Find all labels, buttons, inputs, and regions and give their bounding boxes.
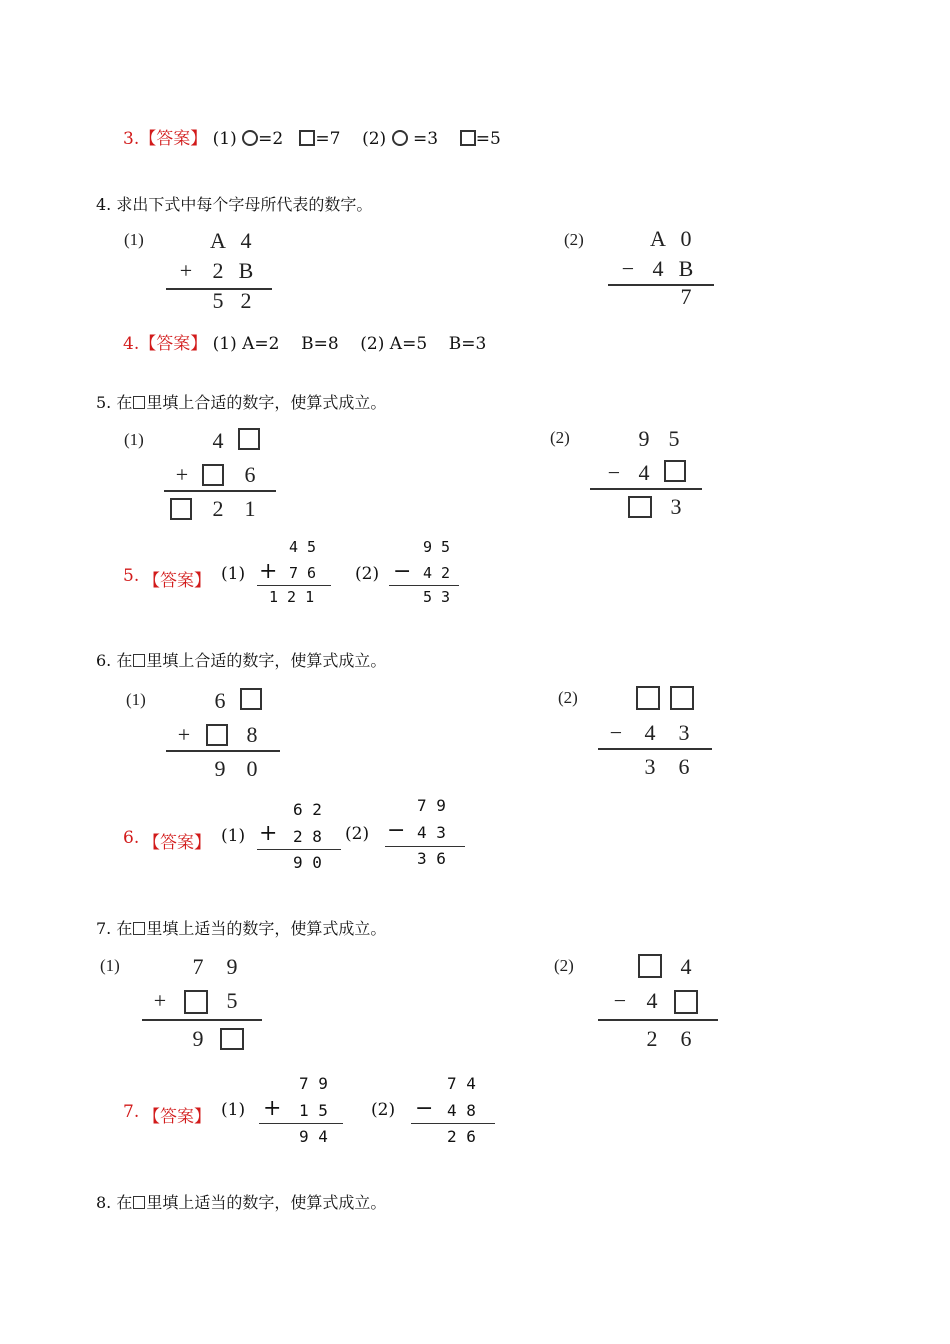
part-label: (2) [554,956,574,975]
answer-row: 7 9 [417,796,446,815]
answer-row: 6 2 [293,800,322,819]
digit: 2 [646,1026,658,1051]
part-label: (2) [371,1100,396,1120]
digit: 2 [240,288,252,313]
answer-number: 4. [123,334,140,354]
q5-problem-2 [546,424,716,524]
digit: 6 [678,754,690,779]
q7-problem-1 [98,952,278,1056]
digit: 4 [240,228,252,253]
blank-box[interactable] [664,460,686,482]
minus-sign: − [393,559,412,584]
digit: 3 [678,720,690,745]
digit: B [678,256,694,281]
part-label: (1) [212,129,237,149]
blank-box-icon [133,396,145,409]
q6-problem-1 [122,684,292,784]
answer-tag: 【答案】 [143,571,211,591]
answer-value: A=5 [389,334,428,354]
answer-number: 6. [123,828,140,848]
sum-line [257,849,341,850]
part-label: (1) [100,956,120,975]
answer-value: A=2 [242,334,280,354]
answer-row: 9 5 [423,538,451,556]
digit: 6 [680,1026,692,1051]
blank-box[interactable] [206,724,228,746]
digit: 9 [214,756,226,781]
digit: 5 [226,988,238,1013]
answer-row: 4 3 [417,823,446,842]
digit: 4 [652,256,664,281]
part-label: (2) [550,428,570,447]
question-text: 在 [116,1193,133,1212]
answer-7 [123,1072,503,1154]
circle-value: =3 [413,129,439,149]
digit: 4 [646,988,658,1013]
plus-sign: + [177,722,191,747]
part-label: (1) [221,564,246,584]
blank-box[interactable] [240,688,262,710]
minus-sign: − [621,256,635,281]
digit: B [238,258,254,283]
q6-problem-2 [554,684,724,784]
answer-value: B=3 [448,334,487,354]
digit: 4 [638,460,650,485]
blank-box[interactable] [638,954,662,978]
question-number: 8. [96,1193,112,1212]
question-text: 里填上合适的数字，使算式成立。 [146,393,387,412]
q7-problem-2 [552,952,732,1056]
difference-line [411,1123,495,1124]
answer-tag: 【答案】 [143,1107,211,1127]
sum-line [164,490,276,492]
blank-box[interactable] [170,498,192,520]
digit: 6 [244,462,256,487]
answer-tag: 【答案】 [139,334,208,354]
difference-line [590,488,702,490]
answer-row: 4 5 [289,538,317,556]
digit: 2 [212,258,224,283]
q5-problem-1 [120,424,290,524]
blank-box-icon [133,922,145,935]
question-text: 在 [116,919,133,938]
answer-row: 9 0 [293,853,322,872]
blank-box[interactable] [636,686,660,710]
blank-box-icon [133,654,145,667]
part-label: (2) [558,688,578,707]
digit: 9 [638,426,650,451]
answer-row: 4 2 [423,564,451,582]
answer-row: 4 8 [447,1101,476,1120]
digit: 4 [680,954,692,979]
question-8 [96,1190,386,1213]
digit: A [210,228,226,253]
part-label: (2) [360,334,385,354]
plus-sign: + [263,1096,282,1121]
digit: 2 [212,496,224,521]
answer-row: 7 6 [289,564,317,582]
digit: 3 [670,494,682,519]
answer-tag: 【答案】 [139,129,208,149]
blank-box[interactable] [628,496,652,518]
q4-problem-1 [120,226,290,318]
difference-line [598,1019,718,1021]
digit: 9 [226,954,238,979]
part-label: (2) [564,230,584,249]
answer-row: 9 4 [299,1127,328,1146]
answer-number: 3. [123,129,140,149]
part-label: (1) [212,334,237,354]
part-label: (1) [124,430,144,449]
answer-row: 5 3 [423,588,451,606]
minus-sign: − [415,1096,434,1121]
answer-row: 2 8 [293,827,322,846]
square-value: =5 [475,129,501,149]
question-text: 里填上合适的数字，使算式成立。 [146,651,387,670]
question-text: 求出下式中每个字母所代表的数字。 [116,195,373,214]
difference-line [608,284,714,286]
digit: 6 [214,688,226,713]
question-number: 6. [96,651,112,670]
plus-sign: + [179,258,193,283]
answer-row: 3 6 [417,849,446,868]
sum-line [259,1123,343,1124]
plus-sign: + [175,462,189,487]
part-label: (1) [126,690,146,709]
digit: 5 [212,288,224,313]
difference-line [389,585,459,586]
part-label: (1) [221,826,246,846]
minus-sign: − [387,818,406,843]
minus-sign: − [613,988,627,1013]
question-7 [96,916,386,939]
blank-box[interactable] [238,428,260,450]
part-label: (1) [221,1100,246,1120]
digit: A [650,226,666,251]
question-text: 在 [116,651,133,670]
question-number: 7. [96,919,112,938]
digit: 9 [192,1026,204,1051]
digit: 4 [644,720,656,745]
answer-value: B=8 [301,334,339,354]
square-icon [299,130,315,146]
plus-sign: + [153,988,167,1013]
digit: 4 [212,428,224,453]
digit: 0 [246,756,258,781]
difference-line [385,846,465,847]
answer-row: 7 4 [447,1074,476,1093]
answer-number: 7. [123,1102,140,1122]
sum-line [142,1019,262,1021]
blank-box[interactable] [220,1028,244,1050]
digit: 3 [644,754,656,779]
blank-box[interactable] [674,990,698,1014]
digit: 8 [246,722,258,747]
digit: 1 [244,496,256,521]
answer-row: 7 9 [299,1074,328,1093]
blank-box[interactable] [184,990,208,1014]
sum-line [166,750,280,752]
digit: 5 [668,426,680,451]
q4-problem-2 [560,224,730,316]
blank-box-icon [133,1196,145,1209]
answer-number: 5. [123,566,140,586]
circle-value: =2 [258,129,284,149]
question-text: 里填上适当的数字，使算式成立。 [146,919,387,938]
answer-3 [123,124,501,149]
answer-row: 1 2 1 [269,588,315,606]
answer-4 [123,329,486,354]
blank-box[interactable] [202,464,224,486]
difference-line [598,748,712,750]
answer-tag: 【答案】 [143,833,211,853]
minus-sign: − [609,720,623,745]
question-number: 5. [96,393,112,412]
blank-box[interactable] [670,686,694,710]
question-text: 在 [116,393,133,412]
part-label: (2) [355,564,380,584]
minus-sign: − [607,460,621,485]
digit: 7 [192,954,204,979]
question-5 [96,390,386,413]
part-label: (2) [345,824,370,844]
part-label: (2) [362,129,387,149]
question-number: 4. [96,195,112,214]
question-4 [96,192,372,215]
plus-sign: + [259,559,278,584]
digit: 0 [680,226,692,251]
part-label: (1) [124,230,144,249]
plus-sign: + [259,821,278,846]
circle-icon [392,130,408,146]
digit: 7 [680,284,692,309]
answer-5 [123,536,483,612]
answer-row: 1 5 [299,1101,328,1120]
question-text: 里填上适当的数字，使算式成立。 [146,1193,387,1212]
square-icon [460,130,476,146]
square-value: =7 [315,129,341,149]
circle-icon [242,130,258,146]
sum-line [257,585,331,586]
question-6 [96,648,386,671]
answer-row: 2 6 [447,1127,476,1146]
answer-6 [123,796,483,876]
